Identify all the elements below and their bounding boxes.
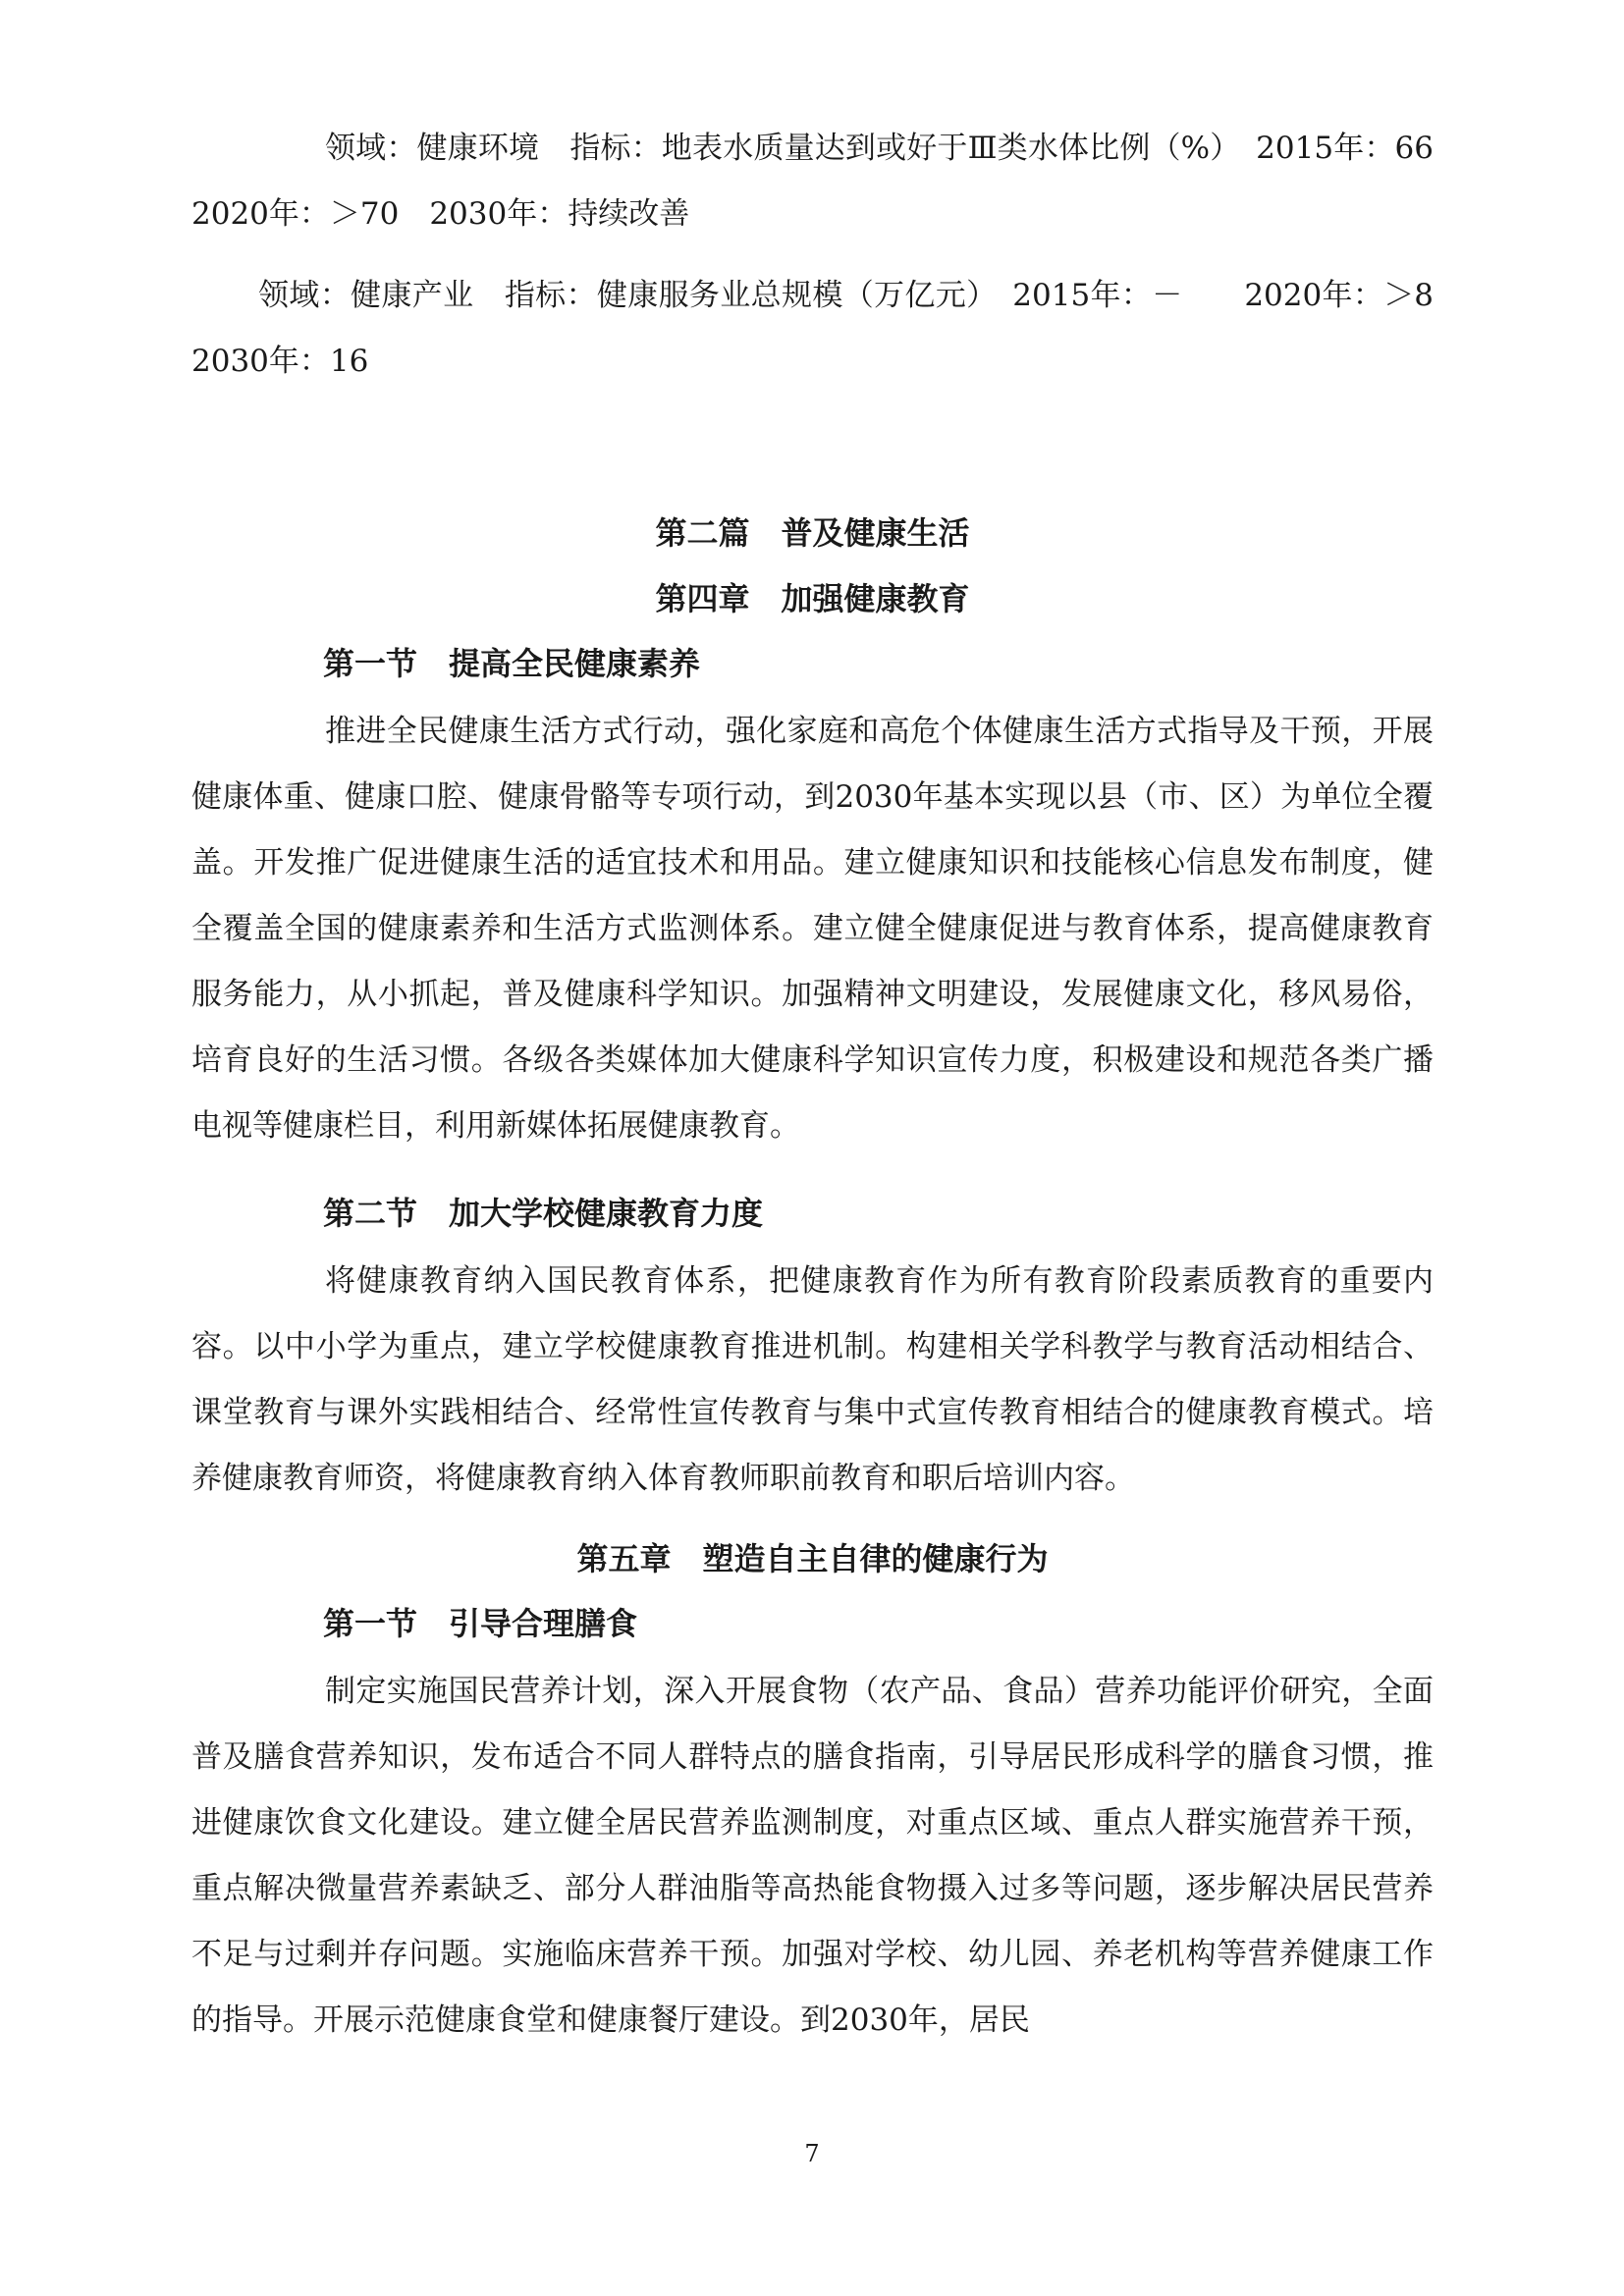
indicator-health-environment: 领域：健康环境 指标：地表水质量达到或好于Ⅲ类水体比例（%） 2015年：66 2020年：＞70 2030年：持续改善 [191,131,1464,232]
page-number: 7 [804,2140,820,2167]
part-title: 第二篇 普及健康生活 [655,514,970,552]
chapter-4-title: 第四章 加强健康教育 [655,580,970,617]
chapter-5-section-1-title: 第一节 引导合理膳食 [323,1605,638,1642]
indicator-health-industry: 领域：健康产业 指标：健康服务业总规模（万亿元） 2015年：－ 2020年：＞8 2030年：16 [191,278,1464,379]
chapter-4-section-1-body: 推进全民健康生活方式行动，强化家庭和高危个体健康生活方式指导及干预，开展健康体重、健康口腔、健康骨骼等专项行动，到2030年基本实现以县（市、区）为单位全覆盖。开发推广促进健康生活的适宜技术和用品。建立健康知识和技能核心信息发布制度，健全覆盖全国的健康素养和生活方式监测体系。建立健全健康促进与教育体系，提高健康教育服务能力，从小抓起，普及健康科学知识。加强精神文明建设，发展健康文化，移风易俗，培育良好的生活习惯。各级各类媒体加大健康科学知识宣传力度，积极建设和规范各类广播电视等健康栏目，利用新媒体拓展健康教育。 [191,714,1434,1144]
chapter-5-section-1-body: 制定实施国民营养计划，深入开展食物（农产品、食品）营养功能评价研究，全面普及膳食营养知识，发布适合不同人群特点的膳食指南，引导居民形成科学的膳食习惯，推进健康饮食文化建设。建立健全居民营养监测制度，对重点区域、重点人群实施营养干预，重点解决微量营养素缺乏、部分人群油脂等高热能食物摄入过多等问题，逐步解决居民营养不足与过剩并存问题。实施临床营养干预。加强对学校、幼儿园、养老机构等营养健康工作的指导。开展示范健康食堂和健康餐厅建设。到2030年，居民 [191,1674,1434,2038]
chapter-4-section-1-title: 第一节 提高全民健康素养 [323,645,701,682]
chapter-4-section-2-title: 第二节 加大学校健康教育力度 [323,1195,764,1232]
chapter-4-section-2-body: 将健康教育纳入国民教育体系，把健康教育作为所有教育阶段素质教育的重要内容。以中小学为重点，建立学校健康教育推进机制。构建相关学科教学与教育活动相结合、课堂教育与课外实践相结合、经常性宣传教育与集中式宣传教育相结合的健康教育模式。培养健康教育师资，将健康教育纳入体育教师职前教育和职后培训内容。 [191,1263,1434,1496]
chapter-5-title: 第五章 塑造自主自律的健康行为 [576,1540,1049,1577]
